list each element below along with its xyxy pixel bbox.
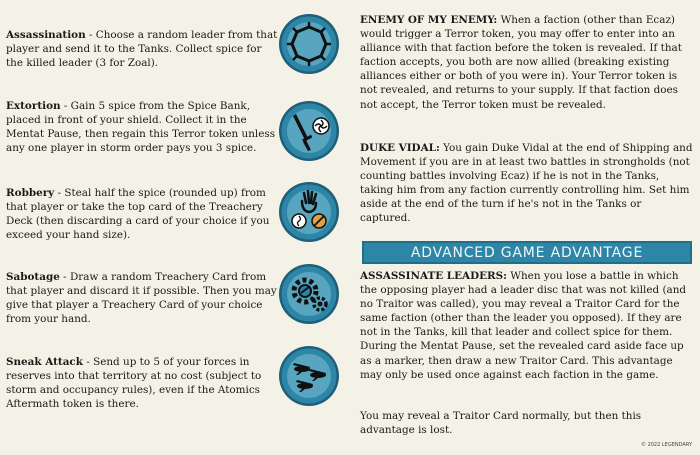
duke-vidal-section [360, 141, 694, 226]
ability-extortion [6, 99, 278, 155]
advanced-game-banner: ADVANCED GAME ADVANTAGE [362, 241, 692, 264]
ability-text: - Steal half the spice (rounded up) from that player or take the top card of the Treachery Deck (then discarding a card of your choice if you exceed your hand size). [6, 187, 270, 242]
section-text: When you lose a battle in which the opposing player had a leader disc that was not killed (and no Traitor was called), you may reveal a Traitor Card for the same faction (other than the leader you opposed). If they are not in the Tanks, kill that leader and collect spice for them. During the Mentat Pause, set the revealed card aside face up as a marker, then draw a new Traitor Card. This advantage may only be used once against each faction in the game. [360, 270, 687, 381]
ability-text: - Choose a random leader from that player and send it to the Tanks. Collect spice for the killed leader (3 for Zoal). [6, 29, 278, 70]
section-text: You gain Duke Vidal at the end of Shipping and Movement if you are in at least two battles in strongholds (not counting battles involving Ecaz) if he is not in the Tanks, taking him from any faction currently controlling him. Set him aside at the end of the turn if he's not in the Tanks or captured. [360, 142, 693, 225]
ability-title: Extortion [6, 100, 61, 112]
ability-title: Assassination [6, 29, 86, 41]
final-note [360, 409, 694, 437]
ability-assassination [6, 28, 278, 70]
section-title: ASSASSINATE LEADERS: [360, 270, 507, 282]
ability-title: Sneak Attack [6, 356, 83, 368]
section-title: ENEMY OF MY ENEMY: [360, 14, 498, 26]
section-text: When a faction (other than Ecaz) would trigger a Terror token, you may offer to enter into an alliance with that faction before the token is revealed. If that faction accepts, you both are now allied (breaking existing alliances either or both of you were in). Your Terror token is not revealed, and returns to your supply. If that faction does not accept, the Terror token must be revealed. [360, 14, 682, 111]
enemy-of-my-enemy-section [360, 13, 694, 112]
extortion-token-icon [278, 100, 340, 162]
robbery-token-icon [278, 181, 340, 243]
sneak-attack-token-icon [278, 345, 340, 407]
ability-title: Robbery [6, 187, 55, 199]
assassination-token-icon [278, 13, 340, 75]
ability-text: - Draw a random Treachery Card from that player and discard it if possible. Then you may give that player a Treachery Card of your choice from your hand. [6, 271, 277, 326]
assassinate-leaders-section [360, 269, 694, 382]
sabotage-token-icon [278, 263, 340, 325]
ability-sabotage [6, 270, 278, 326]
final-text: You may reveal a Traitor Card normally, but then this advantage is lost. [360, 410, 642, 437]
ability-text: - Gain 5 spice from the Spice Bank, placed in front of your shield. Collect it in the Mentat Pause, then regain this Terror token unless any one player in storm order pays you 3 spice. [6, 100, 276, 155]
ability-title: Sabotage [6, 271, 60, 283]
ability-robbery [6, 186, 278, 242]
ability-sneak-attack [6, 355, 278, 411]
ability-text: - Send up to 5 of your forces in reserves into that territory at no cost (subject to storm and occupancy rules), even if the Atomics Aftermath token is there. [6, 356, 262, 411]
copyright-notice: © 2022 LEGENDARY [640, 442, 692, 448]
section-title: DUKE VIDAL: [360, 142, 440, 154]
